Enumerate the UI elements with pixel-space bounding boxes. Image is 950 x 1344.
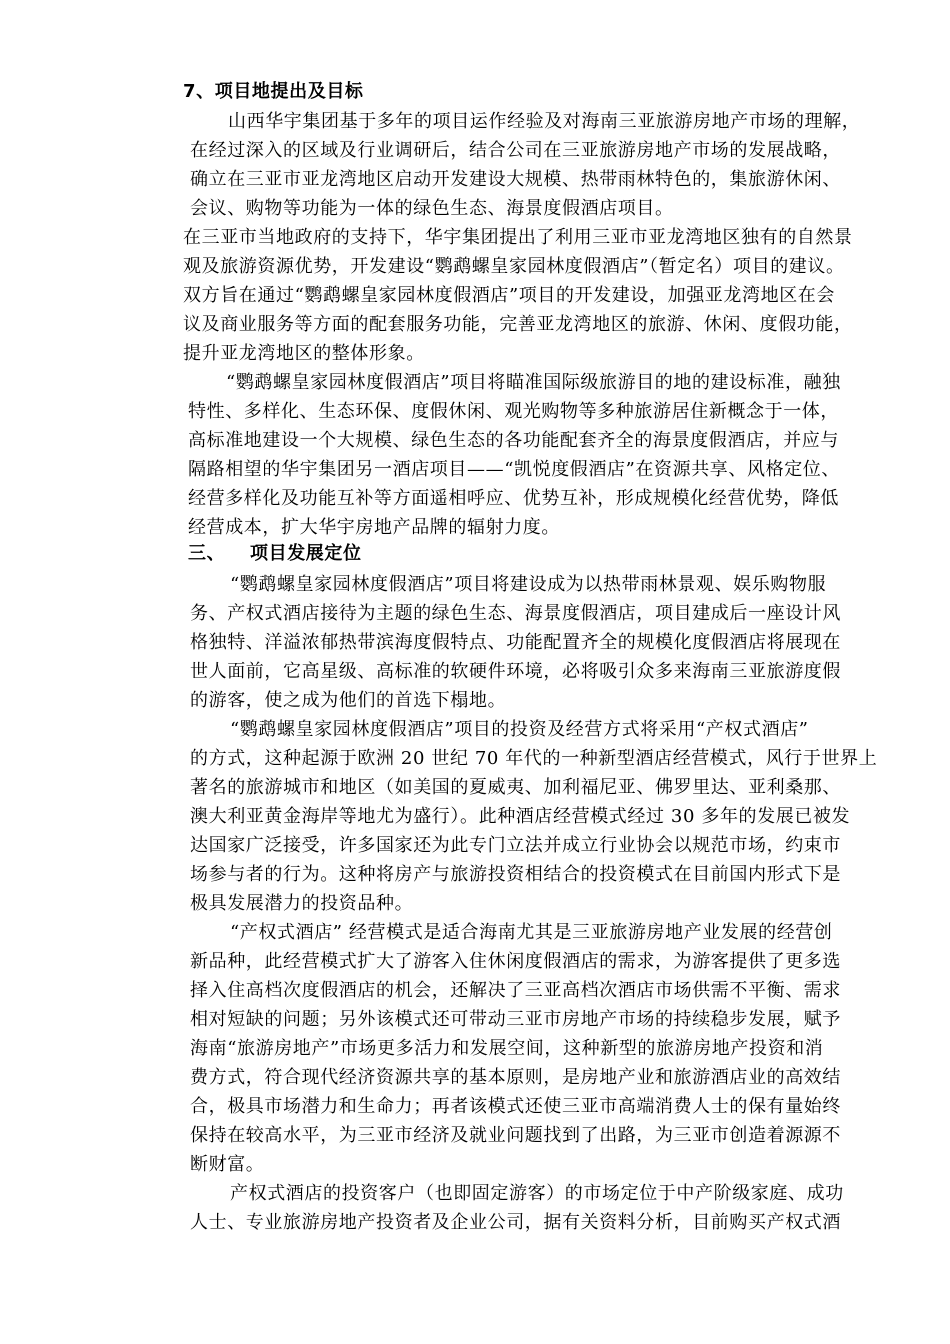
paragraph-line: 达国家广泛接受，许多国家还为此专门立法并成立行业协会以规范市场，约束市 xyxy=(190,835,841,856)
paragraph-line: 海南“旅游房地产”市场更多活力和发展空间，这种新型的旅游房地产投资和消 xyxy=(190,1038,824,1059)
paragraph-line: 择入住高档次度假酒店的机会，还解决了三亚高档次酒店市场供需不平衡、需求 xyxy=(190,980,841,1001)
section-title: 项目发展定位 xyxy=(250,543,362,564)
paragraph-line: 场参与者的行为。这种将房产与旅游投资相结合的投资模式在目前国内形式下是 xyxy=(190,864,841,885)
paragraph-line: 高标准地建设一个大规模、绿色生态的各功能配套齐全的海景度假酒店，并应与 xyxy=(188,430,839,451)
paragraph-line: 世人面前，它高星级、高标准的软硬件环境，必将吸引众多来海南三亚旅游度假 xyxy=(190,661,841,682)
paragraph-line: 保持在较高水平，为三亚市经济及就业问题找到了出路，为三亚市创造着源源不 xyxy=(190,1125,841,1146)
paragraph-line: 相对短缺的问题；另外该模式还可带动三亚市房地产市场的持续稳步发展，赋予 xyxy=(190,1009,841,1030)
paragraph-line: 经营多样化及功能互补等方面遥相呼应、优势互补，形成规模化经营优势，降低 xyxy=(188,488,839,509)
paragraph-line: 会议、购物等功能为一体的绿色生态、海景度假酒店项目。 xyxy=(190,198,674,219)
paragraph-line: 观及旅游资源优势，开发建设“鹦鹉螺皇家园林度假酒店”（暂定名）项目的建议。 xyxy=(183,256,845,277)
paragraph-line: 新品种，此经营模式扩大了游客入住休闲度假酒店的需求，为游客提供了更多选 xyxy=(190,951,841,972)
paragraph-line: “鹦鹉螺皇家园林度假酒店”项目的投资及经营方式将采用“产权式酒店” xyxy=(230,719,809,740)
paragraph-line: “鹦鹉螺皇家园林度假酒店”项目将建设成为以热带雨林景观、娱乐购物服 xyxy=(230,574,827,595)
paragraph-line: 双方旨在通过“鹦鹉螺皇家园林度假酒店”项目的开发建设，加强亚龙湾地区在会 xyxy=(183,285,836,306)
paragraph-line: 极具发展潜力的投资品种。 xyxy=(190,893,414,914)
paragraph-line: 产权式酒店的投资客户（也即固定游客）的市场定位于中产阶级家庭、成功 xyxy=(230,1183,844,1204)
paragraph-line: 澳大利亚黄金海岸等地尤为盛行）。此种酒店经营模式经过 30 多年的发展已被发 xyxy=(190,806,851,827)
paragraph-line: 人士、专业旅游房地产投资者及企业公司，据有关资料分析，目前购买产权式酒 xyxy=(190,1212,841,1233)
paragraph-line: 著名的旅游城市和地区（如美国的夏威夷、加利福尼亚、佛罗里达、亚利桑那、 xyxy=(190,777,841,798)
paragraph-line: 隔路相望的华宇集团另一酒店项目——“凯悦度假酒店”在资源共享、风格定位、 xyxy=(188,459,841,480)
paragraph-line: 议及商业服务等方面的配套服务功能，完善亚龙湾地区的旅游、休闲、度假功能， xyxy=(183,314,853,335)
paragraph-line: 提升亚龙湾地区的整体形象。 xyxy=(183,343,425,364)
paragraph-line: 在三亚市当地政府的支持下，华宇集团提出了利用三亚市亚龙湾地区独有的自然景 xyxy=(183,227,853,248)
paragraph-line: 格独特、洋溢浓郁热带滨海度假特点、功能配置齐全的规模化度假酒店将展现在 xyxy=(190,632,841,653)
paragraph-line: 确立在三亚市亚龙湾地区启动开发建设大规模、热带雨林特色的，集旅游休闲、 xyxy=(190,169,841,190)
paragraph-line: “鹦鹉螺皇家园林度假酒店”项目将瞄准国际级旅游目的地的建设标准，融独 xyxy=(226,372,841,393)
paragraph-line: 经营成本，扩大华宇房地产品牌的辐射力度。 xyxy=(188,517,560,538)
paragraph-line: “产权式酒店” 经营模式是适合海南尤其是三亚旅游房地产业发展的经营创 xyxy=(230,922,833,943)
paragraph-line: 费方式，符合现代经济资源共享的基本原则，是房地产业和旅游酒店业的高效结 xyxy=(190,1067,841,1088)
paragraph-line: 合，极具市场潜力和生命力；再者该模式还使三亚市高端消费人士的保有量始终 xyxy=(190,1096,841,1117)
section-number: 三、 xyxy=(188,543,226,564)
paragraph-line: 的游客，使之成为他们的首选下榻地。 xyxy=(190,690,507,711)
paragraph-line: 山西华宇集团基于多年的项目运作经验及对海南三亚旅游房地产市场的理解， xyxy=(228,111,861,132)
paragraph-line: 断财富。 xyxy=(190,1154,265,1175)
paragraph-line: 的方式，这种起源于欧洲 20 世纪 70 年代的一种新型酒店经营模式，风行于世界上 xyxy=(190,748,878,769)
paragraph-line: 务、产权式酒店接待为主题的绿色生态、海景度假酒店，项目建成后一座设计风 xyxy=(190,603,841,624)
paragraph-line: 在经过深入的区域及行业调研后，结合公司在三亚旅游房地产市场的发展战略， xyxy=(190,140,841,161)
section-heading: 7、项目地提出及目标 xyxy=(183,81,364,102)
paragraph-line: 特性、多样化、生态环保、度假休闲、观光购物等多种旅游居住新概念于一体， xyxy=(188,401,839,422)
